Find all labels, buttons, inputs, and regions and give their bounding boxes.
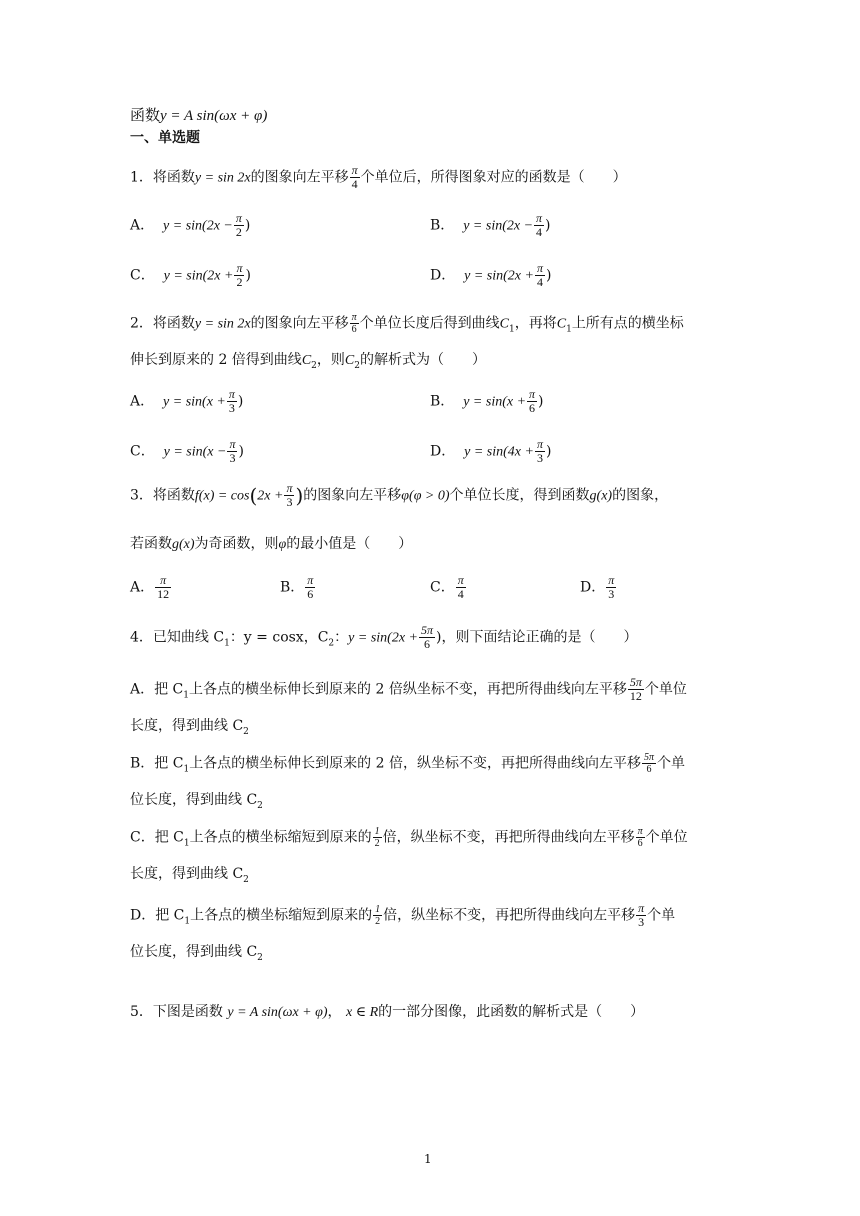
fraction-numerator: π bbox=[608, 573, 615, 587]
text-segment: A． bbox=[130, 393, 155, 410]
text-segment: C． bbox=[130, 267, 155, 284]
text-segment: 个单位后，所得图象对应的函数是（ ） bbox=[360, 169, 627, 186]
text-segment: 为奇函数，则 bbox=[194, 536, 279, 552]
text-segment: 长度，得到曲线 C bbox=[130, 866, 244, 882]
text-segment: C．把 C bbox=[130, 829, 184, 846]
q1-option-a bbox=[130, 212, 250, 239]
text-segment: 的解析式为（ ） bbox=[359, 352, 486, 368]
math-expression: y = sin(x − bbox=[163, 444, 227, 460]
text-segment: 位长度，得到曲线 C bbox=[130, 944, 258, 960]
fraction-denominator: 3 bbox=[229, 451, 236, 465]
q3-option-b bbox=[280, 574, 316, 601]
q4-option-a-line2 bbox=[130, 718, 249, 738]
fraction-numerator: π bbox=[307, 573, 314, 587]
subscript: 1 bbox=[509, 324, 515, 335]
text-segment: ) bbox=[295, 483, 304, 508]
text-segment: 个单位长度，得到函数 bbox=[449, 487, 590, 504]
fraction bbox=[527, 388, 537, 415]
text-segment: 的一部分图像，此函数的解析式是（ ） bbox=[378, 1004, 645, 1020]
subscript: 1 bbox=[566, 324, 572, 335]
q3-option-a bbox=[130, 574, 172, 601]
question-3-stem-line1 bbox=[130, 482, 668, 509]
subscript: 2 bbox=[243, 726, 249, 737]
q2-option-b bbox=[430, 388, 544, 415]
fraction bbox=[227, 438, 237, 465]
fraction-denominator: 2 bbox=[374, 838, 380, 849]
fraction-denominator: 4 bbox=[457, 587, 464, 601]
fraction bbox=[636, 902, 646, 929]
fraction-denominator: 3 bbox=[536, 451, 543, 465]
question-1-stem bbox=[130, 164, 627, 191]
subscript: 1 bbox=[224, 638, 230, 649]
math-expression: C bbox=[301, 353, 312, 368]
q4-option-a-line1 bbox=[130, 676, 687, 703]
fraction-numerator: π bbox=[351, 312, 357, 323]
fraction-denominator: 3 bbox=[608, 587, 615, 601]
math-expression: φ bbox=[278, 537, 287, 552]
text-segment: 个单 bbox=[657, 755, 686, 772]
text-segment: ( bbox=[249, 483, 258, 508]
text-segment: ：y = cosx，C bbox=[229, 629, 329, 646]
fraction bbox=[305, 574, 315, 601]
text-segment: 伸长到原来的 2 倍得到曲线 bbox=[130, 352, 302, 368]
text-segment: 函数 bbox=[130, 106, 161, 124]
fraction bbox=[373, 904, 382, 927]
q3-option-d bbox=[580, 574, 617, 601]
fraction bbox=[350, 312, 359, 335]
subscript: 2 bbox=[354, 360, 360, 371]
fraction-numerator: 1 bbox=[375, 904, 381, 915]
text-segment: 个单位长度后得到曲线 bbox=[359, 315, 500, 332]
text-segment: ，则下面结论正确的是（ ） bbox=[441, 629, 638, 646]
fraction-denominator: 4 bbox=[351, 177, 358, 191]
fraction-denominator: 6 bbox=[423, 637, 430, 651]
text-segment: B． bbox=[280, 579, 305, 596]
text-segment: 的图象， bbox=[612, 487, 669, 504]
fraction-numerator: 5π bbox=[420, 623, 433, 637]
text-segment: 长度，得到曲线 C bbox=[130, 718, 244, 734]
fraction bbox=[636, 826, 645, 849]
subscript: 1 bbox=[183, 690, 190, 701]
fraction-denominator: 6 bbox=[351, 324, 357, 335]
math-expression: y = sin(2x + bbox=[348, 630, 418, 646]
text-segment: ，则 bbox=[316, 352, 345, 368]
text-segment: 个单位 bbox=[645, 829, 688, 846]
text-segment: B． bbox=[430, 217, 455, 234]
page-number: 1 bbox=[424, 1152, 432, 1166]
text-segment: B． bbox=[430, 393, 455, 410]
text-segment: ) bbox=[538, 393, 544, 410]
text-segment: 上各点的横坐标缩短到原来的 bbox=[189, 829, 372, 846]
math-expression: y = sin(2x − bbox=[163, 218, 233, 234]
fraction-denominator: 6 bbox=[529, 401, 536, 415]
fraction bbox=[606, 574, 616, 601]
fraction-numerator: π bbox=[637, 826, 643, 837]
fraction-numerator: π bbox=[638, 901, 645, 915]
text-segment: D． bbox=[580, 579, 606, 596]
fraction-numerator: π bbox=[536, 261, 543, 275]
fraction-numerator: π bbox=[286, 481, 293, 495]
math-expression: y = sin 2x bbox=[194, 170, 251, 186]
q1-option-d bbox=[430, 262, 551, 289]
q4-option-b-line1 bbox=[130, 752, 685, 775]
text-segment: ) bbox=[545, 443, 552, 460]
fraction-denominator: 3 bbox=[228, 401, 235, 415]
text-segment: 5．下图是函数 bbox=[130, 1004, 223, 1020]
text-segment: ) bbox=[237, 393, 244, 410]
math-expression: y = sin(2x + bbox=[464, 268, 534, 284]
text-segment: 3．将函数 bbox=[130, 487, 195, 504]
fraction bbox=[456, 574, 466, 601]
q1-option-c bbox=[130, 262, 251, 289]
math-expression: g(x) bbox=[172, 537, 195, 552]
fraction-denominator: 6 bbox=[307, 587, 314, 601]
math-expression: φ(φ > 0) bbox=[401, 488, 450, 504]
fraction-denominator: 6 bbox=[637, 838, 643, 849]
fraction bbox=[227, 388, 237, 415]
fraction-numerator: π bbox=[155, 574, 171, 588]
fraction-denominator: 3 bbox=[638, 915, 645, 929]
text-segment: 若函数 bbox=[130, 536, 172, 552]
text-segment: 上所有点的横坐标 bbox=[571, 315, 684, 332]
text-segment: D．把 C bbox=[130, 907, 185, 924]
subscript: 2 bbox=[328, 638, 335, 649]
fraction-denominator: 12 bbox=[629, 689, 642, 703]
fraction bbox=[535, 262, 545, 289]
fraction bbox=[350, 164, 360, 191]
text-segment: 上各点的横坐标伸长到原来的 2 倍，纵坐标不变，再把所得曲线向左平移 bbox=[189, 755, 641, 772]
q4-option-d-line1 bbox=[130, 902, 675, 929]
q4-option-c-line1 bbox=[130, 826, 688, 849]
question-5-stem bbox=[130, 1004, 644, 1022]
q2-option-c bbox=[130, 438, 244, 465]
text-segment: 的图象向左平移 bbox=[250, 315, 349, 332]
fraction-numerator: π bbox=[235, 211, 242, 225]
subscript: 2 bbox=[311, 360, 317, 371]
q4-option-d-line2 bbox=[130, 944, 263, 964]
fraction bbox=[373, 826, 382, 849]
question-2-stem-line2 bbox=[130, 352, 486, 372]
fraction bbox=[284, 482, 294, 509]
fraction-denominator: 2 bbox=[375, 916, 381, 927]
fraction-numerator: π bbox=[536, 211, 543, 225]
text-segment: 倍，纵坐标不变，再把所得曲线向左平移 bbox=[382, 829, 635, 846]
fraction-numerator: π bbox=[536, 437, 543, 451]
question-3-stem-line2 bbox=[130, 536, 412, 554]
text-segment: D． bbox=[430, 267, 456, 284]
subscript: 2 bbox=[257, 800, 263, 811]
fraction bbox=[628, 676, 644, 703]
fraction bbox=[534, 212, 544, 239]
fraction-numerator: 5π bbox=[629, 675, 642, 689]
fraction-numerator: 1 bbox=[374, 826, 380, 837]
text-segment: ) bbox=[436, 629, 442, 646]
fraction-numerator: π bbox=[229, 437, 236, 451]
text-segment: ，再将 bbox=[514, 315, 557, 332]
math-expression: f(x) = cos bbox=[194, 488, 250, 504]
text-segment: ) bbox=[238, 443, 244, 460]
q2-option-a bbox=[130, 388, 243, 415]
text-segment: 个单 bbox=[647, 907, 676, 924]
text-segment: B．把 C bbox=[130, 755, 184, 772]
document-title bbox=[130, 106, 267, 125]
fraction-numerator: π bbox=[529, 387, 536, 401]
text-segment: 的图象向左平移 bbox=[250, 169, 349, 186]
text-segment: 1．将函数 bbox=[130, 169, 195, 186]
math-expression: y = sin 2x bbox=[194, 316, 251, 332]
math-expression: 2x + bbox=[257, 488, 284, 504]
text-segment: 的图象向左平移 bbox=[303, 487, 402, 504]
fraction bbox=[419, 624, 435, 651]
fraction-denominator: 2 bbox=[235, 225, 242, 239]
fraction-denominator: 4 bbox=[536, 275, 543, 289]
math-expression: y = sin(2x − bbox=[463, 218, 534, 234]
fraction-denominator: 12 bbox=[157, 587, 170, 601]
subscript: 1 bbox=[184, 916, 191, 927]
fraction-numerator: 5π bbox=[644, 752, 655, 763]
text-segment: 倍，纵坐标不变，再把所得曲线向左平移 bbox=[383, 907, 636, 924]
question-2-stem-line1 bbox=[130, 312, 684, 335]
text-segment: 2．将函数 bbox=[130, 315, 195, 332]
fraction-numerator: π bbox=[236, 261, 243, 275]
q4-option-c-line2 bbox=[130, 866, 249, 886]
fraction-denominator: 3 bbox=[286, 495, 293, 509]
fraction-numerator: π bbox=[351, 163, 358, 177]
fraction-numerator: π bbox=[228, 387, 235, 401]
math-expression: g(x) bbox=[589, 488, 613, 504]
fraction-denominator: 4 bbox=[536, 225, 543, 239]
text-segment: A． bbox=[130, 217, 155, 234]
text-segment: 4．已知曲线 C bbox=[130, 629, 225, 646]
math-expression: y = A sin(ωx + φ) bbox=[160, 108, 268, 124]
fraction bbox=[155, 574, 171, 601]
q2-option-d bbox=[430, 438, 551, 465]
section-heading: 一、单选题 bbox=[130, 130, 200, 146]
q4-option-b-line2 bbox=[130, 792, 263, 812]
q1-option-b bbox=[430, 212, 551, 239]
text-segment: ： bbox=[334, 629, 349, 646]
text-segment: ) bbox=[545, 217, 551, 234]
math-expression: y = A sin(ωx + φ) bbox=[227, 1005, 328, 1020]
text-segment: ) bbox=[545, 267, 552, 284]
text-segment: 位长度，得到曲线 C bbox=[130, 792, 258, 808]
text-segment: ) bbox=[245, 267, 251, 284]
text-segment: 的最小值是（ ） bbox=[286, 536, 413, 552]
fraction bbox=[234, 212, 244, 239]
text-segment: 个单位 bbox=[644, 681, 687, 698]
math-expression: x ∈ R bbox=[346, 1005, 379, 1020]
text-segment: C． bbox=[130, 443, 155, 460]
math-expression: y = sin(x + bbox=[163, 394, 226, 410]
math-expression: C bbox=[344, 353, 355, 368]
math-expression: y = sin(4x + bbox=[464, 444, 534, 460]
subscript: 2 bbox=[243, 874, 249, 885]
fraction bbox=[234, 262, 244, 289]
fraction bbox=[642, 752, 656, 775]
math-expression: C bbox=[556, 316, 567, 332]
subscript: 1 bbox=[183, 838, 190, 849]
q3-option-c bbox=[430, 574, 467, 601]
fraction-numerator: π bbox=[457, 573, 464, 587]
text-segment: C． bbox=[430, 579, 455, 596]
fraction bbox=[535, 438, 545, 465]
text-segment: D． bbox=[430, 443, 456, 460]
text-segment: 上各点的横坐标伸长到原来的 2 倍纵坐标不变，再把所得曲线向左平移 bbox=[189, 681, 627, 698]
text-segment: ， bbox=[327, 1004, 342, 1020]
subscript: 1 bbox=[183, 764, 190, 775]
math-expression: y = sin(2x + bbox=[163, 268, 234, 284]
text-segment: A．把 C bbox=[130, 681, 184, 698]
math-expression: C bbox=[499, 316, 509, 332]
text-segment: A． bbox=[130, 579, 155, 596]
text-segment: ) bbox=[244, 217, 251, 234]
math-expression: y = sin(x + bbox=[463, 394, 527, 410]
subscript: 2 bbox=[257, 952, 263, 963]
question-4-stem bbox=[130, 624, 637, 651]
fraction-denominator: 2 bbox=[236, 275, 243, 289]
text-segment: 上各点的横坐标缩短到原来的 bbox=[190, 907, 373, 924]
fraction-denominator: 6 bbox=[646, 764, 652, 775]
